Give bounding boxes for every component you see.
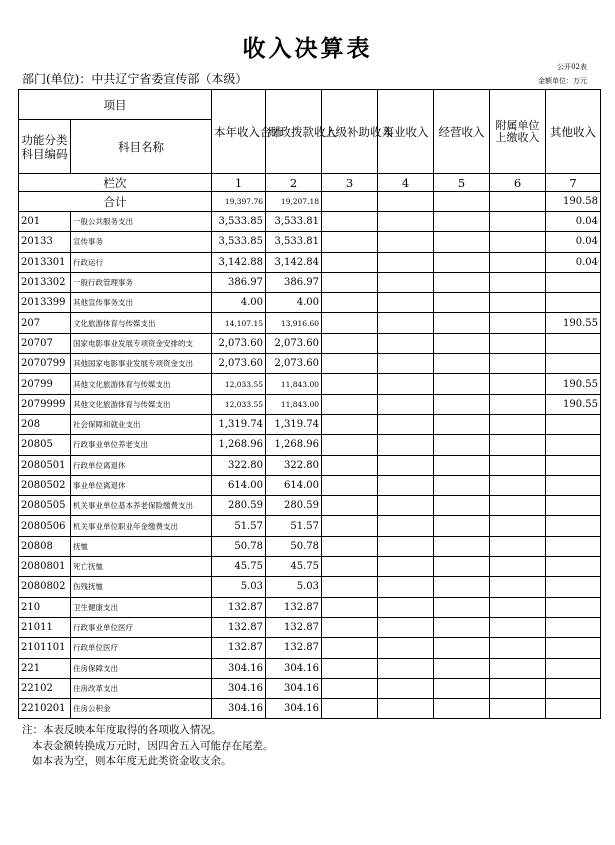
row-col2: 1,319.74 [266,414,322,434]
row-col3 [322,333,378,353]
row-col6 [490,435,546,455]
row-col1: 1,319.74 [212,414,266,434]
row-col3 [322,394,378,414]
row-col4 [378,536,434,556]
total-col1: 19,397.76 [212,192,266,212]
row-col2: 386.97 [266,272,322,292]
row-col7 [546,496,601,516]
header-col5: 经营收入 [434,90,490,174]
row-col5 [434,658,490,678]
row-code: 2080801 [19,557,71,577]
row-col2: 11,843.00 [266,374,322,394]
table-row [19,252,601,272]
row-subject-name: 机关事业单位职业年金缴费支出 [71,516,212,536]
table-row [19,536,601,556]
total-col2: 19,207.18 [266,192,322,212]
total-col6 [490,192,546,212]
row-col4 [378,577,434,597]
row-code: 2080502 [19,475,71,495]
row-subject-name: 行政单位医疗 [71,638,212,658]
row-code: 2080505 [19,496,71,516]
table-row [19,475,601,495]
row-col5 [434,557,490,577]
row-col6 [490,516,546,536]
row-col6 [490,374,546,394]
row-col7 [546,475,601,495]
row-code: 20799 [19,374,71,394]
total-col4 [378,192,434,212]
row-subject-name: 死亡抚恤 [71,557,212,577]
row-col4 [378,475,434,495]
row-col2: 132.87 [266,638,322,658]
row-col5 [434,212,490,232]
row-col1: 14,107.15 [212,313,266,333]
row-col6 [490,557,546,577]
row-col4 [378,374,434,394]
row-col1: 132.87 [212,597,266,617]
row-col1: 304.16 [212,678,266,698]
header-subject-name: 科目名称 [71,120,212,174]
row-code: 20808 [19,536,71,556]
row-subject-name: 其他宣传事务支出 [71,293,212,313]
row-col5 [434,577,490,597]
row-col1: 322.80 [212,455,266,475]
row-subject-name: 其他文化旅游体育与传媒支出 [71,374,212,394]
row-col1: 2,073.60 [212,333,266,353]
row-subject-name: 伤残抚恤 [71,577,212,597]
row-col4 [378,272,434,292]
row-col3 [322,678,378,698]
row-col2: 304.16 [266,699,322,719]
row-col7 [546,414,601,434]
row-code: 2013301 [19,252,71,272]
row-col3 [322,617,378,637]
row-col4 [378,597,434,617]
table-row [19,272,601,292]
row-col5 [434,678,490,698]
row-col5 [434,435,490,455]
row-subject-name: 行政事业单位医疗 [71,617,212,637]
row-col6 [490,354,546,374]
row-subject-name: 行政单位离退休 [71,455,212,475]
row-col6 [490,272,546,292]
row-col5 [434,293,490,313]
row-col7: 190.55 [546,374,601,394]
row-col4 [378,313,434,333]
row-col5 [434,313,490,333]
row-col5 [434,496,490,516]
row-col5 [434,638,490,658]
row-col4 [378,232,434,252]
row-col3 [322,475,378,495]
row-col3 [322,496,378,516]
col-index-6: 6 [490,174,546,192]
row-col1: 614.00 [212,475,266,495]
row-col6 [490,638,546,658]
row-col3 [322,597,378,617]
table-row [19,557,601,577]
row-col4 [378,435,434,455]
row-col4 [378,212,434,232]
table-row [19,374,601,394]
row-col7 [546,617,601,637]
row-col2: 132.87 [266,597,322,617]
form-number: 公开02表 [557,63,587,71]
row-col1: 3,142.88 [212,252,266,272]
row-col6 [490,597,546,617]
row-col5 [434,455,490,475]
row-col7 [546,699,601,719]
row-col6 [490,536,546,556]
row-col4 [378,252,434,272]
row-subject-name: 机关事业单位基本养老保险缴费支出 [71,496,212,516]
table-row [19,577,601,597]
header-item: 项目 [19,90,212,120]
row-col6 [490,313,546,333]
row-col2: 51.57 [266,516,322,536]
header-col3: 上级补助收入 [322,90,378,174]
row-col7 [546,557,601,577]
row-subject-name: 住房改革支出 [71,678,212,698]
row-col7: 190.55 [546,394,601,414]
table-row [19,699,601,719]
row-subject-name: 其他国家电影事业发展专项资金支出 [71,354,212,374]
table-row [19,435,601,455]
row-col4 [378,496,434,516]
col-index-4: 4 [378,174,434,192]
row-col7 [546,272,601,292]
department-label: 部门(单位)：中共辽宁省委宣传部（本级） [22,72,248,86]
row-code: 2013399 [19,293,71,313]
row-col6 [490,212,546,232]
row-col5 [434,536,490,556]
row-col3 [322,435,378,455]
row-code: 22102 [19,678,71,698]
row-code: 201 [19,212,71,232]
row-col3 [322,374,378,394]
row-col7: 0.04 [546,212,601,232]
amount-unit: 金额单位：万元 [538,77,587,85]
row-col2: 3,533.81 [266,232,322,252]
header-row-label: 栏次 [19,174,212,192]
row-code: 2080506 [19,516,71,536]
row-col6 [490,658,546,678]
row-col1: 3,533.85 [212,232,266,252]
page-title: 收入决算表 [242,36,373,62]
row-code: 2013302 [19,272,71,292]
row-col7 [546,516,601,536]
row-col5 [434,394,490,414]
col-index-7: 7 [546,174,601,192]
row-col4 [378,658,434,678]
row-col6 [490,232,546,252]
row-col3 [322,638,378,658]
row-col3 [322,293,378,313]
row-col3 [322,516,378,536]
row-col7 [546,638,601,658]
row-col2: 4.00 [266,293,322,313]
note-2: 本表金额转换成万元时，因四舍五入可能存在尾差。 [32,739,274,752]
table-row [19,658,601,678]
row-col1: 5.03 [212,577,266,597]
row-col6 [490,475,546,495]
row-code: 21011 [19,617,71,637]
row-col3 [322,455,378,475]
row-subject-name: 一般公共服务支出 [71,212,212,232]
row-col7 [546,597,601,617]
row-subject-name: 宣传事务 [71,232,212,252]
header-col1: 本年收入合计 [212,90,266,174]
col-index-1: 1 [212,174,266,192]
col-index-5: 5 [434,174,490,192]
row-col7 [546,455,601,475]
table-row [19,617,601,637]
row-subject-name: 社会保障和就业支出 [71,414,212,434]
row-code: 2080501 [19,455,71,475]
table-row [19,638,601,658]
row-col7: 190.55 [546,313,601,333]
row-col7 [546,536,601,556]
row-code: 2070799 [19,354,71,374]
row-code: 2080802 [19,577,71,597]
row-code: 208 [19,414,71,434]
table-row [19,232,601,252]
row-col1: 2,073.60 [212,354,266,374]
row-col4 [378,394,434,414]
row-col1: 12,033.55 [212,374,266,394]
header-col7: 其他收入 [546,90,601,174]
table-row [19,496,601,516]
table-row [19,354,601,374]
header-row-item [19,90,601,120]
row-col5 [434,232,490,252]
row-col5 [434,475,490,495]
row-col2: 280.59 [266,496,322,516]
note-3: 如本表为空，则本年度无此类资金收支余。 [32,755,232,767]
row-col5 [434,617,490,637]
row-subject-name: 其他文化旅游体育与传媒支出 [71,394,212,414]
row-col4 [378,354,434,374]
row-col3 [322,313,378,333]
table-notes [22,723,274,770]
row-col6 [490,394,546,414]
row-col2: 11,843.00 [266,394,322,414]
row-col2: 3,142.84 [266,252,322,272]
row-subject-name: 卫生健康支出 [71,597,212,617]
row-col1: 304.16 [212,699,266,719]
row-col5 [434,252,490,272]
row-col3 [322,354,378,374]
row-col3 [322,414,378,434]
row-col1: 1,268.96 [212,435,266,455]
table-row [19,293,601,313]
row-subject-name: 住房公积金 [71,699,212,719]
row-col1: 304.16 [212,658,266,678]
row-subject-name: 事业单位离退休 [71,475,212,495]
col-index-2: 2 [266,174,322,192]
row-col6 [490,333,546,353]
row-col5 [434,597,490,617]
row-col2: 50.78 [266,536,322,556]
row-col5 [434,333,490,353]
table-row [19,414,601,434]
row-code: 2079999 [19,394,71,414]
row-col2: 3,533.81 [266,212,322,232]
row-code: 221 [19,658,71,678]
row-col1: 386.97 [212,272,266,292]
row-col3 [322,252,378,272]
row-col3 [322,699,378,719]
row-col3 [322,212,378,232]
total-col7: 190.58 [546,192,601,212]
row-col1: 132.87 [212,617,266,637]
row-col5 [434,699,490,719]
row-col2: 45.75 [266,557,322,577]
row-col6 [490,617,546,637]
row-col7: 0.04 [546,232,601,252]
row-col4 [378,699,434,719]
row-col2: 132.87 [266,617,322,637]
row-col4 [378,414,434,434]
row-col5 [434,272,490,292]
row-subject-name: 住房保障支出 [71,658,212,678]
row-col2: 13,916.60 [266,313,322,333]
table-row [19,313,601,333]
row-col7 [546,354,601,374]
row-col3 [322,557,378,577]
row-col1: 45.75 [212,557,266,577]
row-col3 [322,658,378,678]
row-col4 [378,617,434,637]
row-col3 [322,577,378,597]
row-code: 2210201 [19,699,71,719]
row-col5 [434,414,490,434]
row-col4 [378,516,434,536]
row-col4 [378,638,434,658]
row-subject-name: 一般行政管理事务 [71,272,212,292]
row-col2: 304.16 [266,658,322,678]
table-row [19,212,601,232]
row-code: 20707 [19,333,71,353]
row-col1: 12,033.55 [212,394,266,414]
row-col1: 4.00 [212,293,266,313]
row-col7 [546,678,601,698]
table-row [19,516,601,536]
row-col6 [490,577,546,597]
row-col2: 5.03 [266,577,322,597]
row-code: 2101101 [19,638,71,658]
row-col4 [378,333,434,353]
row-col2: 2,073.60 [266,333,322,353]
header-col6: 附属单位上缴收入 [490,90,546,174]
row-col7 [546,435,601,455]
table-row [19,597,601,617]
table-row [19,455,601,475]
row-col3 [322,232,378,252]
row-col7 [546,293,601,313]
row-col4 [378,557,434,577]
header-col2: 财政拨款收入 [266,90,322,174]
row-col6 [490,252,546,272]
income-table [18,89,601,719]
row-col3 [322,536,378,556]
total-label: 合计 [19,192,212,212]
row-col7: 0.04 [546,252,601,272]
row-col1: 50.78 [212,536,266,556]
row-col5 [434,516,490,536]
row-col4 [378,293,434,313]
row-col1: 3,533.85 [212,212,266,232]
row-subject-name: 行政事业单位养老支出 [71,435,212,455]
row-col2: 322.80 [266,455,322,475]
table-row [19,333,601,353]
row-col2: 614.00 [266,475,322,495]
total-col5 [434,192,490,212]
row-subject-name: 国家电影事业发展专项资金安排的支 [71,333,212,353]
row-col1: 51.57 [212,516,266,536]
row-col4 [378,678,434,698]
table-row [19,678,601,698]
table-row [19,394,601,414]
row-col2: 304.16 [266,678,322,698]
row-col1: 132.87 [212,638,266,658]
total-col3 [322,192,378,212]
row-col6 [490,496,546,516]
row-col4 [378,455,434,475]
row-col6 [490,699,546,719]
row-col1: 280.59 [212,496,266,516]
row-col6 [490,678,546,698]
row-code: 210 [19,597,71,617]
row-col7 [546,333,601,353]
row-col6 [490,414,546,434]
row-code: 207 [19,313,71,333]
header-row-index [19,174,601,192]
row-col6 [490,293,546,313]
row-subject-name: 行政运行 [71,252,212,272]
total-row [19,192,601,212]
row-code: 20133 [19,232,71,252]
row-code: 20805 [19,435,71,455]
row-subject-name: 抚恤 [71,536,212,556]
row-col7 [546,658,601,678]
row-col5 [434,354,490,374]
row-col6 [490,455,546,475]
note-1: 注：本表反映本年度取得的各项收入情况。 [22,724,222,736]
row-col3 [322,272,378,292]
row-col2: 1,268.96 [266,435,322,455]
col-index-3: 3 [322,174,378,192]
row-col5 [434,374,490,394]
header-col4: 事业收入 [378,90,434,174]
header-func-code: 功能分类科目编码 [19,120,71,174]
row-subject-name: 文化旅游体育与传媒支出 [71,313,212,333]
row-col7 [546,577,601,597]
row-col2: 2,073.60 [266,354,322,374]
